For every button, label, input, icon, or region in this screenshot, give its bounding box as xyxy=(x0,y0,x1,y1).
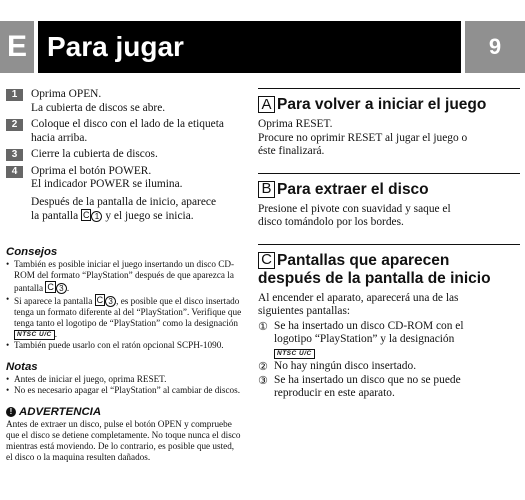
page-title: Para jugar xyxy=(38,21,461,73)
section-title: Para extraer el disco xyxy=(277,180,429,198)
step-number: 2 xyxy=(6,119,23,131)
ntsc-uc-logo: NTSC U/C xyxy=(274,349,315,359)
consejos-heading: Consejos xyxy=(6,245,58,258)
screen-c-label: C xyxy=(82,210,90,220)
step-text: Oprima el botón POWER. xyxy=(31,164,152,177)
section-title: después de la pantalla de inicio xyxy=(258,269,491,287)
section-b: B Para extraer el disco Presione el pivote con suavidad y saque el disco tomándolo por los bordes. xyxy=(258,173,520,230)
list-item: • No es necesario apagar el “PlayStation” al cambiar de discos. xyxy=(6,385,242,396)
list-item: ③ Se ha insertado un disco que no se puede reproducir en este aparato. xyxy=(258,373,461,399)
step-text: Oprima OPEN. xyxy=(31,88,102,100)
step-1 xyxy=(6,88,242,115)
section-letter-box: A xyxy=(258,96,275,113)
list-item: • También puede usarlo con el ratón opcional SCPH-1090. xyxy=(6,340,242,351)
step-note: Después de la pantalla de inicio, aparece la pantalla C 1 y el juego se inicia. xyxy=(31,195,217,222)
step-2 xyxy=(6,118,242,145)
warning-icon: ! xyxy=(6,407,16,417)
right-column xyxy=(258,88,520,410)
left-column xyxy=(6,88,242,463)
list-item: ① Se ha insertado un disco CD-ROM con el logotipo “PlayStation” y la designación NTSC U/C xyxy=(258,319,464,357)
screen-c-label: C xyxy=(96,294,104,305)
advertencia-heading: ! ADVERTENCIA xyxy=(6,406,242,418)
page-header xyxy=(0,21,525,73)
circled-number: 1 xyxy=(91,211,102,222)
step-4 xyxy=(6,165,242,192)
advertencia-text: Antes de extraer un disco, pulse el botón OPEN y compruebe que el disco se detiene completamente. No toque nunca el disco mientras está moviendo. De lo contrario, es posible que usted, el disco o la maquina resulten dañados. xyxy=(6,418,241,462)
notas-heading: Notas xyxy=(6,360,38,373)
step-number: 4 xyxy=(6,166,23,178)
circled-number: 3 xyxy=(105,296,116,307)
consejos-list xyxy=(6,259,242,351)
section-letter-box: B xyxy=(258,181,275,198)
section-title: Para volver a iniciar el juego xyxy=(277,96,487,113)
screen-c-label: C xyxy=(47,281,54,292)
page-number: 9 xyxy=(465,21,525,73)
section-a: A Para volver a iniciar el juego Oprima RESET. Procure no oprimir RESET al jugar el juego o éste finalizará. xyxy=(258,88,520,159)
notas-list xyxy=(6,374,242,396)
list-item: • También es posible iniciar el juego insertando un disco CD-ROM del formato “PlayStation” después de que aparezca la pantalla C 3 . xyxy=(6,259,242,294)
step-text: hacia arriba. xyxy=(31,131,88,144)
section-title: Pantallas que aparecen xyxy=(277,251,450,269)
section-letter-box: C xyxy=(258,252,275,269)
ntsc-uc-logo: NTSC U/C xyxy=(14,330,55,340)
step-3 xyxy=(6,148,242,162)
list-item: ② No hay ningún disco insertado. xyxy=(258,360,417,373)
circled-number: 3 xyxy=(56,283,67,294)
list-item: • Antes de iniciar el juego, oprima RESET. xyxy=(6,374,242,385)
step-text: Coloque el disco con el lado de la etiqueta xyxy=(31,118,224,130)
screen-list xyxy=(258,320,520,401)
list-item: • Si aparece la pantalla C 3 , es posible que el disco insertado tenga un formato diferente al del “PlayStation”. Verifique que tenga tanto el logotipo de “PlayStation” como la designación NTSC U/C . xyxy=(6,294,242,340)
section-c: C Pantallas que aparecen después de la pantalla de inicio Al encender el aparato, aparecerá una de las siguientes pantallas: ① Se ha insertado un disco CD-ROM con el logotipo “PlayStation” y la designación NTSC U/C ② No hay ningún disco insertado. ③ Se ha insertado un disco que no se puede reproducir en este aparato. xyxy=(258,244,520,401)
step-text: La cubierta de discos se abre. xyxy=(31,101,166,114)
step-text: El indicador POWER se ilumina. xyxy=(31,178,183,190)
step-number: 3 xyxy=(6,149,23,161)
section-letter-tab: E xyxy=(0,21,34,73)
step-number: 1 xyxy=(6,89,23,101)
step-text: Cierre la cubierta de discos. xyxy=(31,148,158,160)
